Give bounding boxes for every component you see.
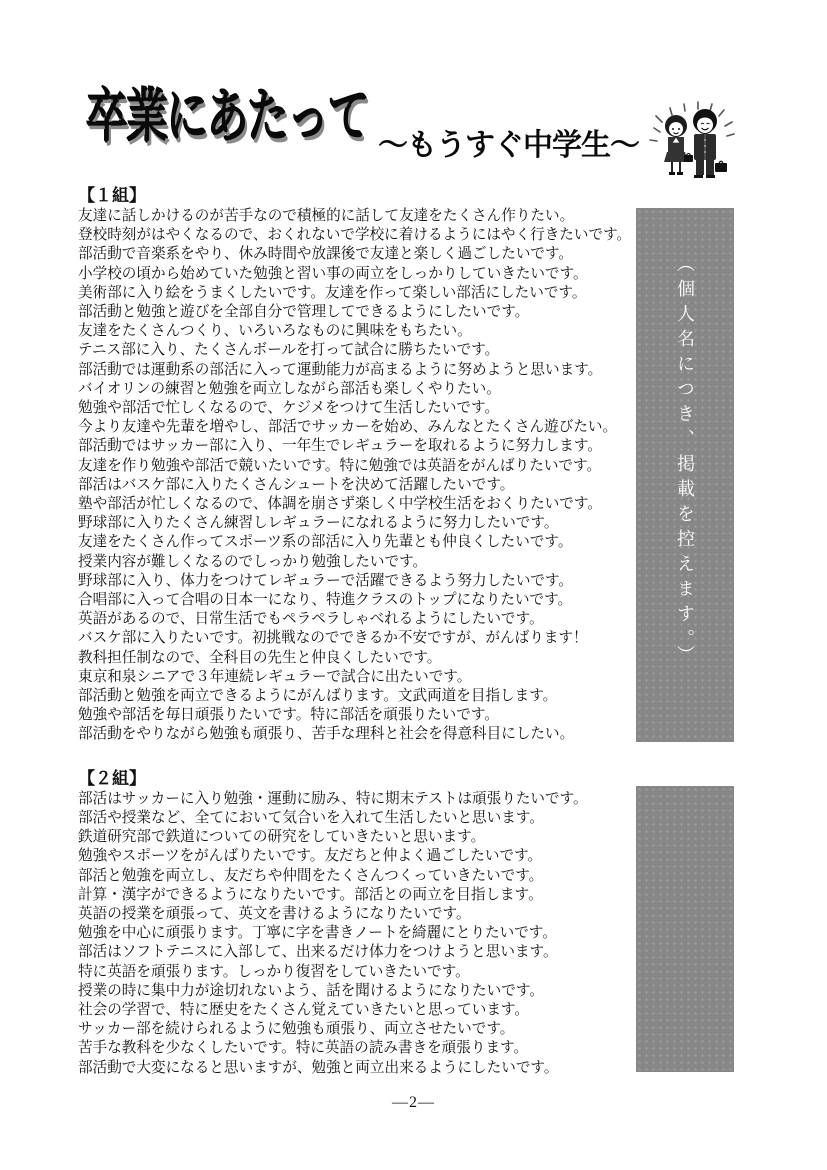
message-line: 鉄道研究部で鉄道についての研究をしていきたいと思います。 — [78, 829, 486, 846]
message-line: バスケ部に入りたいです。初挑戦なのでできるか不安ですが、がんばります！ — [78, 630, 588, 647]
message-line: 美術部に入り絵をうまくしたいです。友達を作って楽しい部活にしたいです。 — [78, 284, 587, 301]
message-line: 部活動と勉強と遊びを全部自分で管理してできるようにしたいです。 — [78, 304, 530, 321]
message-line: 部活はソフトテニスに入部して、出来るだけ体力をつけようと思います。 — [78, 944, 558, 961]
message-line: 部活や授業など、全てにおいて気合いを入れて生活したいと思います。 — [78, 809, 544, 826]
message-line: 社会の学習で、特に歴史をたくさん覚えていきたいと思っています。 — [78, 1001, 529, 1018]
message-line: サッカー部を続けられるように勉強も頑張り、両立させたいです。 — [78, 1021, 515, 1038]
message-line: 野球部に入りたくさん練習しレギュラーになれるように努力したいです。 — [78, 515, 559, 532]
section-class-1 — [78, 184, 643, 745]
message-line: 授業の時に集中力が途切れないよう、話を聞けるようになりたいです。 — [78, 982, 544, 999]
page-title: 卒業にあたって — [86, 84, 369, 149]
message-list-class-2 — [78, 790, 643, 1078]
message-line: 部活動では運動系の部活に入って運動能力が高まるように努めようと思います。 — [78, 361, 603, 378]
message-line: 勉強やスポーツをがんばりたいです。友だちと仲よく過ごしたいです。 — [78, 848, 543, 865]
message-line: 計算・漢字ができるようになりたいです。部活との両立を目指します。 — [78, 886, 543, 903]
message-line: 英語があるので、日常生活でもペラペラしゃべれるようにしたいです。 — [78, 611, 544, 628]
message-line: 部活動ではサッカー部に入り、一年生でレギュラーを取れるように努力します。 — [78, 438, 602, 455]
page-number: ―2― — [392, 1094, 435, 1111]
section-heading-class-2: 【２組】 — [78, 768, 146, 788]
decorative-gray-bar — [636, 786, 734, 1072]
message-line: 部活動で大変になると思いますが、勉強と両立出来るようにしたいです。 — [78, 1059, 559, 1076]
section-heading-class-1: 【１組】 — [78, 186, 146, 205]
message-line: 勉強を中心に頑張ります。丁寧に字を書きノートを綺麗にとりたいです。 — [78, 925, 557, 942]
message-line: 部活と勉強を両立し、友だちや仲間をたくさんつくっていきたいです。 — [78, 867, 544, 884]
girl-figure — [664, 115, 693, 175]
message-line: 小学校の頃から始めていた勉強と習い事の両立をしっかりしていきたいです。 — [78, 265, 588, 282]
message-line: 勉強や部活を毎日頑張りたいです。特に部活を頑張りたいです。 — [78, 707, 499, 724]
message-line: 今より友達や先輩を増やし、部活でサッカーを始め、みんなとたくさん遊びたい。 — [78, 419, 618, 436]
sparkle-lines — [650, 102, 734, 141]
privacy-note-text: （個人名につき、掲載を控えます。） — [675, 254, 695, 670]
message-line: 苦手な教科を少なくしたいです。特に英語の読み書きを頑張ります。 — [78, 1040, 529, 1057]
message-line: 東京和泉シニアで３年連続レギュラーで試合に出たいです。 — [78, 668, 472, 685]
message-line: 部活はバスケ部に入りたくさんシュートを決めて活躍したいです。 — [78, 476, 515, 493]
message-line: 友達を作り勉強や部活で競いたいです。特に勉強では英語をがんばりたいです。 — [78, 457, 602, 474]
message-line: バイオリンの練習と勉強を両立しながら部活も楽しくやりたい。 — [78, 380, 501, 397]
message-line: 勉強や部活で忙しくなるので、ケジメをつけて生活したいです。 — [78, 400, 500, 417]
section-class-2 — [78, 767, 643, 1078]
students-clipart — [642, 100, 738, 182]
page-subtitle: ～もうすぐ中学生～ — [378, 129, 639, 162]
message-line: 友達に話しかけるのが苦手なので積極的に話して友達をたくさん作りたい。 — [78, 208, 575, 224]
message-line: 塾や部活が忙しくなるので、体調を崩さず楽しく中学校生活をおくりたいです。 — [78, 496, 602, 513]
message-line: 野球部に入り、体力をつけてレギュラーで活躍できるよう努力したいです。 — [78, 572, 574, 589]
page-footer — [0, 1094, 827, 1112]
message-line: 部活動をやりながら勉強も頑張り、苦手な理科と社会を得意科目にしたい。 — [78, 726, 575, 743]
message-line: 特に英語を頑張ります。しっかり復習をしていきたいです。 — [78, 963, 470, 980]
message-line: テニス部に入り、たくさんボールを打って試合に勝ちたいです。 — [78, 342, 500, 359]
message-line: 友達をたくさん作ってスポーツ系の部活に入り先輩とも仲良くしたいです。 — [78, 534, 573, 551]
message-line: 英語の授業を頑張って、英文を書けるようになりたいです。 — [78, 905, 471, 922]
message-line: 教科担任制なので、全科目の先生と仲良くしたいです。 — [78, 649, 442, 666]
messages-content — [78, 184, 643, 1078]
message-line: 合唱部に入って合唱の日本一になり、特進クラスのトップになりたいです。 — [78, 592, 573, 609]
message-line: 部活動で音楽系をやり、休み時間や放課後で友達と楽しく過ごしたいです。 — [78, 246, 574, 263]
message-list-class-1 — [78, 207, 643, 745]
privacy-note-bar — [636, 208, 734, 742]
message-line: 授業内容が難しくなるのでしっかり勉強したいです。 — [78, 553, 428, 570]
message-line: 部活はサッカーに入り勉強・運動に励み、特に期末テストは頑張りたいです。 — [78, 790, 588, 807]
boy-figure — [693, 109, 727, 178]
message-line: 部活動と勉強を両立できるようにがんばります。文武両道を目指します。 — [78, 688, 558, 705]
message-line: 友達をたくさんつくり、いろいろなものに興味をもちたい。 — [78, 323, 472, 340]
title-block — [86, 84, 646, 183]
message-line: 登校時刻がはやくなるので、おくれないで学校に着けるようにはやく行きたいです。 — [78, 227, 632, 244]
